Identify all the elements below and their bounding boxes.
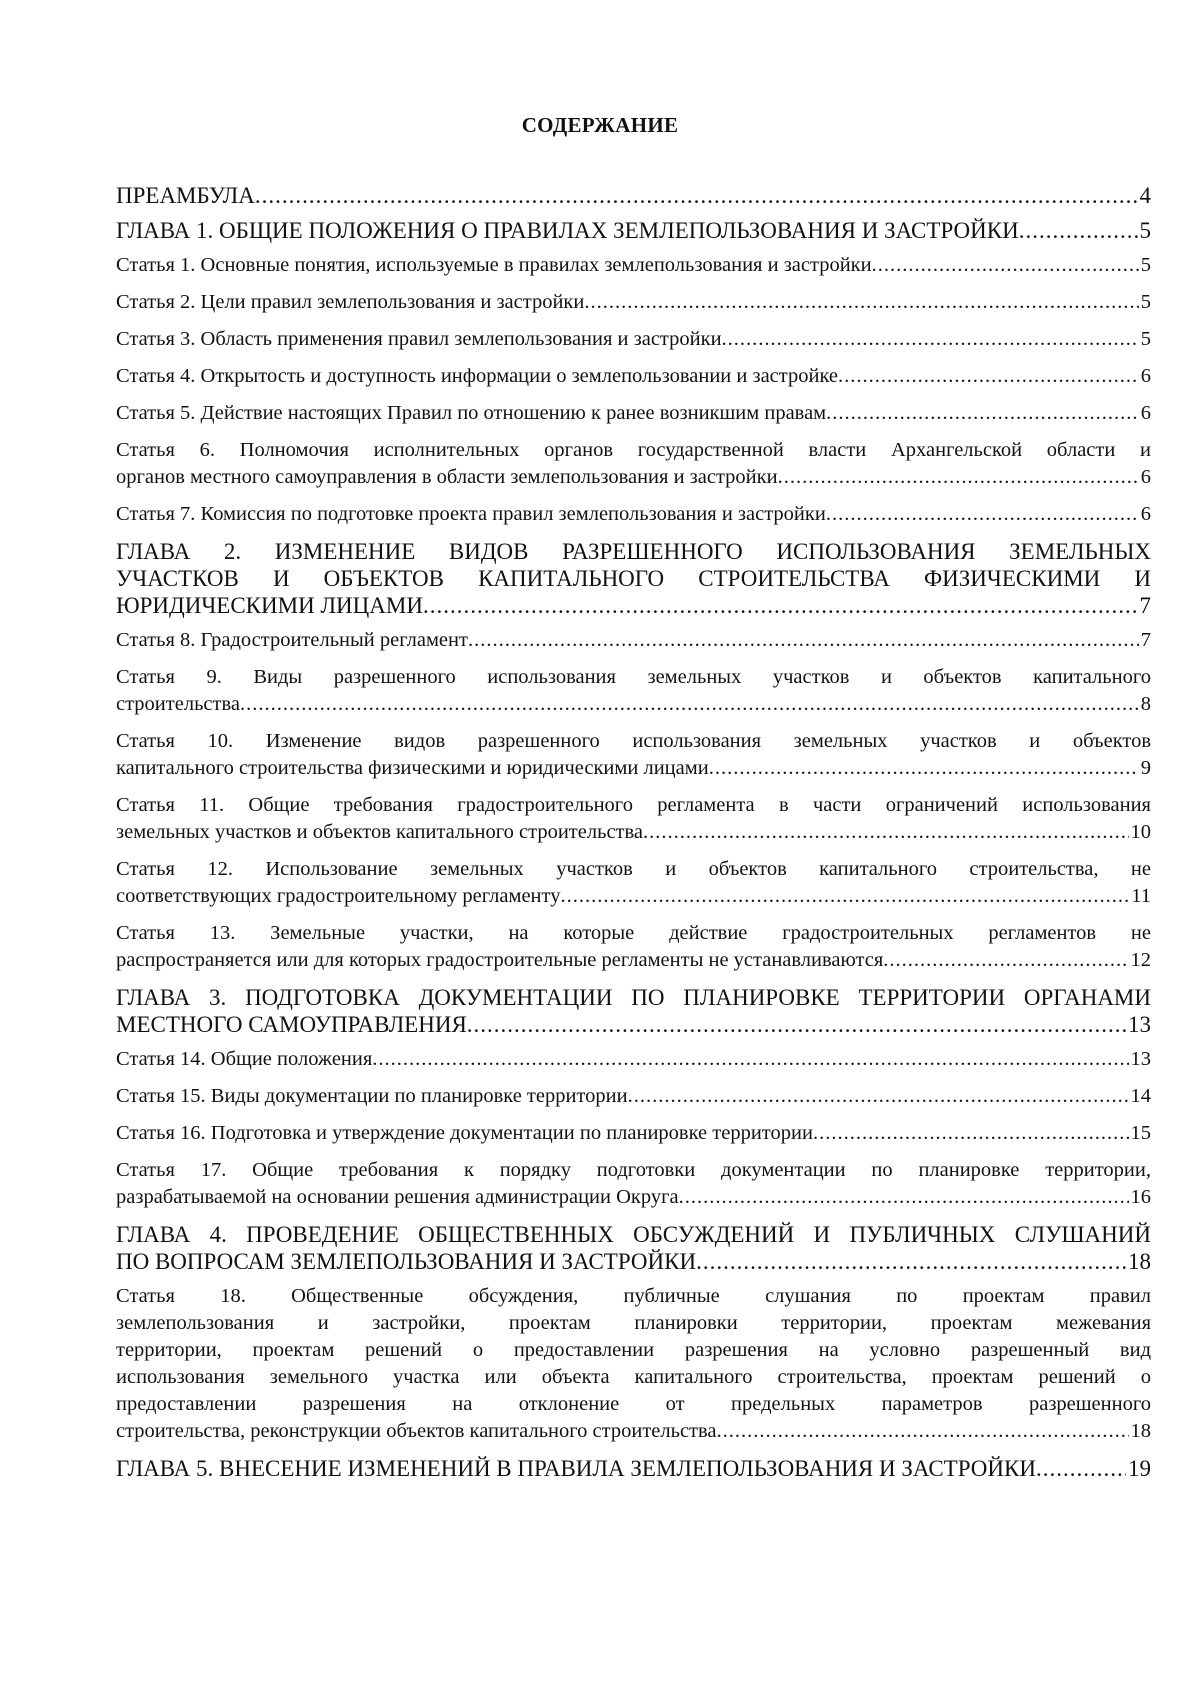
toc-entry-title: строительства [116, 693, 240, 715]
toc-page-number: 4 [1139, 183, 1151, 208]
toc-entry[interactable] [116, 1120, 1151, 1147]
toc-page-number: 5 [1140, 328, 1151, 350]
toc-entry-last-line [116, 1083, 1151, 1110]
toc-page-number: 13 [1130, 1048, 1151, 1070]
dot-leader [423, 592, 1138, 619]
toc-entry-title: Статья 2. Цели правил землепользования и застройки [116, 291, 585, 313]
toc-page-number: 10 [1130, 821, 1151, 843]
dot-leader [696, 1248, 1126, 1275]
toc-entry[interactable] [116, 792, 1151, 846]
toc-page-number: 5 [1140, 254, 1151, 276]
dot-leader [872, 252, 1139, 279]
toc-entry-title: Статья 4. Открытость и доступность информации о землепользовании и застройке [116, 365, 839, 387]
toc-entry[interactable] [116, 664, 1151, 718]
toc-entry-last-line [116, 1418, 1151, 1445]
toc-page-number: 6 [1140, 503, 1151, 525]
dot-leader [883, 947, 1128, 974]
toc-entry-line: Статья 18. Общественные обсуждения, публичные слушания по проектам правил [116, 1285, 1151, 1307]
dot-leader [468, 627, 1139, 654]
toc-entry[interactable] [116, 252, 1151, 279]
toc-entry[interactable] [116, 1046, 1151, 1073]
toc-page-number: 11 [1131, 885, 1151, 907]
toc-entry-title: Статья 7. Комиссия по подготовке проекта правил землепользования и застройки [116, 503, 826, 525]
dot-leader [826, 400, 1139, 427]
toc-entry-title: разрабатываемой на основании решения администрации Округа [116, 1186, 679, 1208]
toc-page-number: 12 [1130, 949, 1151, 971]
dot-leader [826, 501, 1139, 528]
toc-entry-line: Статья 13. Земельные участки, на которые действие градостроительных регламентов не [116, 922, 1151, 944]
toc-entry-title: МЕСТНОГО САМОУПРАВЛЕНИЯ [116, 1012, 467, 1037]
toc-entry-line: территории, проектам решений о предоставлении разрешения на условно разрешенный вид [116, 1339, 1151, 1361]
toc-entry-line: Статья 12. Использование земельных участков и объектов капитального строительства, не [116, 858, 1151, 880]
dot-leader [584, 289, 1138, 316]
toc-entry-last-line [116, 755, 1151, 782]
dot-leader [813, 1120, 1129, 1147]
toc-entry-line: использования земельного участка или объекта капитального строительства, проектам решений о [116, 1366, 1151, 1388]
toc-entry[interactable] [116, 326, 1151, 353]
toc-entry-title: Статья 16. Подготовка и утверждение документации по планировке территории [116, 1122, 813, 1144]
toc-entry-title: Статья 8. Градостроительный регламент [116, 629, 468, 651]
toc-entry-line: землепользования и застройки, проектам планировки территории, проектам межевания [116, 1312, 1151, 1334]
toc-entry-last-line [116, 883, 1151, 910]
toc-entry-last-line [116, 1455, 1151, 1482]
toc-entry-last-line [116, 627, 1151, 654]
toc-page-number: 18 [1130, 1420, 1151, 1442]
toc-entry-last-line [116, 1011, 1151, 1038]
toc-page-number: 7 [1139, 593, 1151, 618]
toc-entry-title: ГЛАВА 5. ВНЕСЕНИЕ ИЗМЕНЕНИЙ В ПРАВИЛА ЗЕМЛЕПОЛЬЗОВАНИЯ И ЗАСТРОЙКИ [116, 1456, 1036, 1481]
toc-page-number: 14 [1130, 1085, 1151, 1107]
toc-entry-last-line [116, 363, 1151, 390]
dot-leader [709, 755, 1139, 782]
toc-entry[interactable] [116, 182, 1151, 209]
toc-entry[interactable] [116, 856, 1151, 910]
toc-entry-last-line [116, 691, 1151, 718]
toc-page-number: 8 [1140, 693, 1151, 715]
toc-entry-last-line [116, 252, 1151, 279]
toc-entry[interactable] [116, 1283, 1151, 1445]
toc-entry-last-line [116, 326, 1151, 353]
toc-entry-title: ПО ВОПРОСАМ ЗЕМЛЕПОЛЬЗОВАНИЯ И ЗАСТРОЙКИ [116, 1249, 697, 1274]
toc-entry[interactable] [116, 1083, 1151, 1110]
table-of-contents [116, 182, 1151, 1490]
toc-entry-line: ГЛАВА 3. ПОДГОТОВКА ДОКУМЕНТАЦИИ ПО ПЛАНИРОВКЕ ТЕРРИТОРИИ ОРГАНАМИ [116, 985, 1151, 1010]
toc-entry-title: Статья 3. Область применения правил землепользования и застройки [116, 328, 722, 350]
toc-entry-title: Статья 1. Основные понятия, используемые в правилах землепользования и застройки [116, 254, 872, 276]
toc-entry-title: ПРЕАМБУЛА [116, 183, 255, 208]
toc-entry-line: ГЛАВА 4. ПРОВЕДЕНИЕ ОБЩЕСТВЕННЫХ ОБСУЖДЕНИЙ И ПУБЛИЧНЫХ СЛУШАНИЙ [116, 1222, 1151, 1247]
toc-entry[interactable] [116, 627, 1151, 654]
toc-entry[interactable] [116, 363, 1151, 390]
toc-page-number: 16 [1130, 1186, 1151, 1208]
toc-page-number: 5 [1139, 218, 1151, 243]
dot-leader [467, 1011, 1126, 1038]
toc-entry-title: соответствующих градостроительному регламенту [116, 885, 561, 907]
toc-entry[interactable] [116, 728, 1151, 782]
dot-leader [838, 363, 1139, 390]
toc-entry-last-line [116, 1120, 1151, 1147]
toc-entry[interactable] [116, 1221, 1151, 1275]
toc-entry-last-line [116, 182, 1151, 209]
page-title: СОДЕРЖАНИЕ [521, 113, 679, 137]
toc-entry-title: ЮРИДИЧЕСКИМИ ЛИЦАМИ [116, 593, 423, 618]
toc-entry-title: Статья 5. Действие настоящих Правил по отношению к ранее возникшим правам [116, 402, 827, 424]
toc-entry-last-line [116, 400, 1151, 427]
toc-page-number: 19 [1128, 1456, 1151, 1481]
dot-leader [722, 326, 1139, 353]
toc-entry[interactable] [116, 1455, 1151, 1482]
toc-entry-last-line [116, 217, 1151, 244]
toc-entry[interactable] [116, 437, 1151, 491]
dot-leader [643, 819, 1128, 846]
toc-entry-last-line [116, 1046, 1151, 1073]
toc-entry-title: строительства, реконструкции объектов капитального строительства [116, 1420, 717, 1442]
toc-entry-last-line [116, 592, 1151, 619]
dot-leader [1019, 217, 1138, 244]
toc-entry-title: ГЛАВА 1. ОБЩИЕ ПОЛОЖЕНИЯ О ПРАВИЛАХ ЗЕМЛЕПОЛЬЗОВАНИЯ И ЗАСТРОЙКИ [116, 218, 1019, 243]
toc-entry-last-line [116, 289, 1151, 316]
toc-entry-last-line [116, 464, 1151, 491]
toc-entry[interactable] [116, 501, 1151, 528]
toc-page-number: 6 [1140, 365, 1151, 387]
toc-entry[interactable] [116, 920, 1151, 974]
dot-leader [255, 182, 1138, 209]
toc-entry-line: Статья 9. Виды разрешенного использования земельных участков и объектов капитального [116, 666, 1151, 688]
toc-entry-title: земельных участков и объектов капитального строительства [116, 821, 644, 843]
toc-entry-title: Статья 15. Виды документации по планировке территории [116, 1085, 628, 1107]
toc-entry-last-line [116, 1184, 1151, 1211]
toc-entry-title: капитального строительства физическими и юридическими лицами [116, 757, 709, 779]
toc-entry[interactable] [116, 400, 1151, 427]
toc-page-number: 9 [1140, 757, 1151, 779]
dot-leader [1036, 1455, 1126, 1482]
toc-page-number: 15 [1130, 1122, 1151, 1144]
toc-page-number: 5 [1140, 291, 1151, 313]
toc-entry-title: распространяется или для которых градостроительные регламенты не устанавливаются [116, 949, 884, 971]
toc-entry-line: Статья 10. Изменение видов разрешенного использования земельных участков и объектов [116, 730, 1151, 752]
toc-entry-line: УЧАСТКОВ И ОБЪЕКТОВ КАПИТАЛЬНОГО СТРОИТЕЛЬСТВА ФИЗИЧЕСКИМИ И [116, 566, 1151, 591]
toc-entry-line: Статья 6. Полномочия исполнительных органов государственной власти Архангельской области и [116, 439, 1151, 461]
toc-entry-title: органов местного самоуправления в области землепользования и застройки [116, 466, 778, 488]
toc-entry-line: Статья 11. Общие требования градостроительного регламента в части ограничений использования [116, 794, 1151, 816]
toc-page-number: 7 [1140, 629, 1151, 651]
toc-entry-last-line [116, 501, 1151, 528]
toc-entry[interactable] [116, 1157, 1151, 1211]
toc-page-number: 6 [1140, 402, 1151, 424]
toc-page-number: 6 [1140, 466, 1151, 488]
toc-entry-line: ГЛАВА 2. ИЗМЕНЕНИЕ ВИДОВ РАЗРЕШЕННОГО ИСПОЛЬЗОВАНИЯ ЗЕМЕЛЬНЫХ [116, 539, 1151, 564]
dot-leader [240, 691, 1139, 718]
toc-entry[interactable] [116, 538, 1151, 619]
toc-entry[interactable] [116, 289, 1151, 316]
toc-entry-last-line [116, 819, 1151, 846]
toc-entry-last-line [116, 947, 1151, 974]
toc-entry[interactable] [116, 984, 1151, 1038]
toc-entry-line: предоставлении разрешения на отклонение от предельных параметров разрешенного [116, 1393, 1151, 1415]
toc-page-number: 18 [1128, 1249, 1151, 1274]
dot-leader [372, 1046, 1128, 1073]
toc-entry-line: Статья 17. Общие требования к порядку подготовки документации по планировке территории, [116, 1159, 1151, 1181]
dot-leader [628, 1083, 1129, 1110]
dot-leader [778, 464, 1139, 491]
toc-entry-last-line [116, 1248, 1151, 1275]
toc-page-number: 13 [1128, 1012, 1151, 1037]
dot-leader [679, 1184, 1129, 1211]
toc-entry[interactable] [116, 217, 1151, 244]
dot-leader [717, 1418, 1129, 1445]
dot-leader [560, 883, 1129, 910]
toc-entry-title: Статья 14. Общие положения [116, 1048, 373, 1070]
